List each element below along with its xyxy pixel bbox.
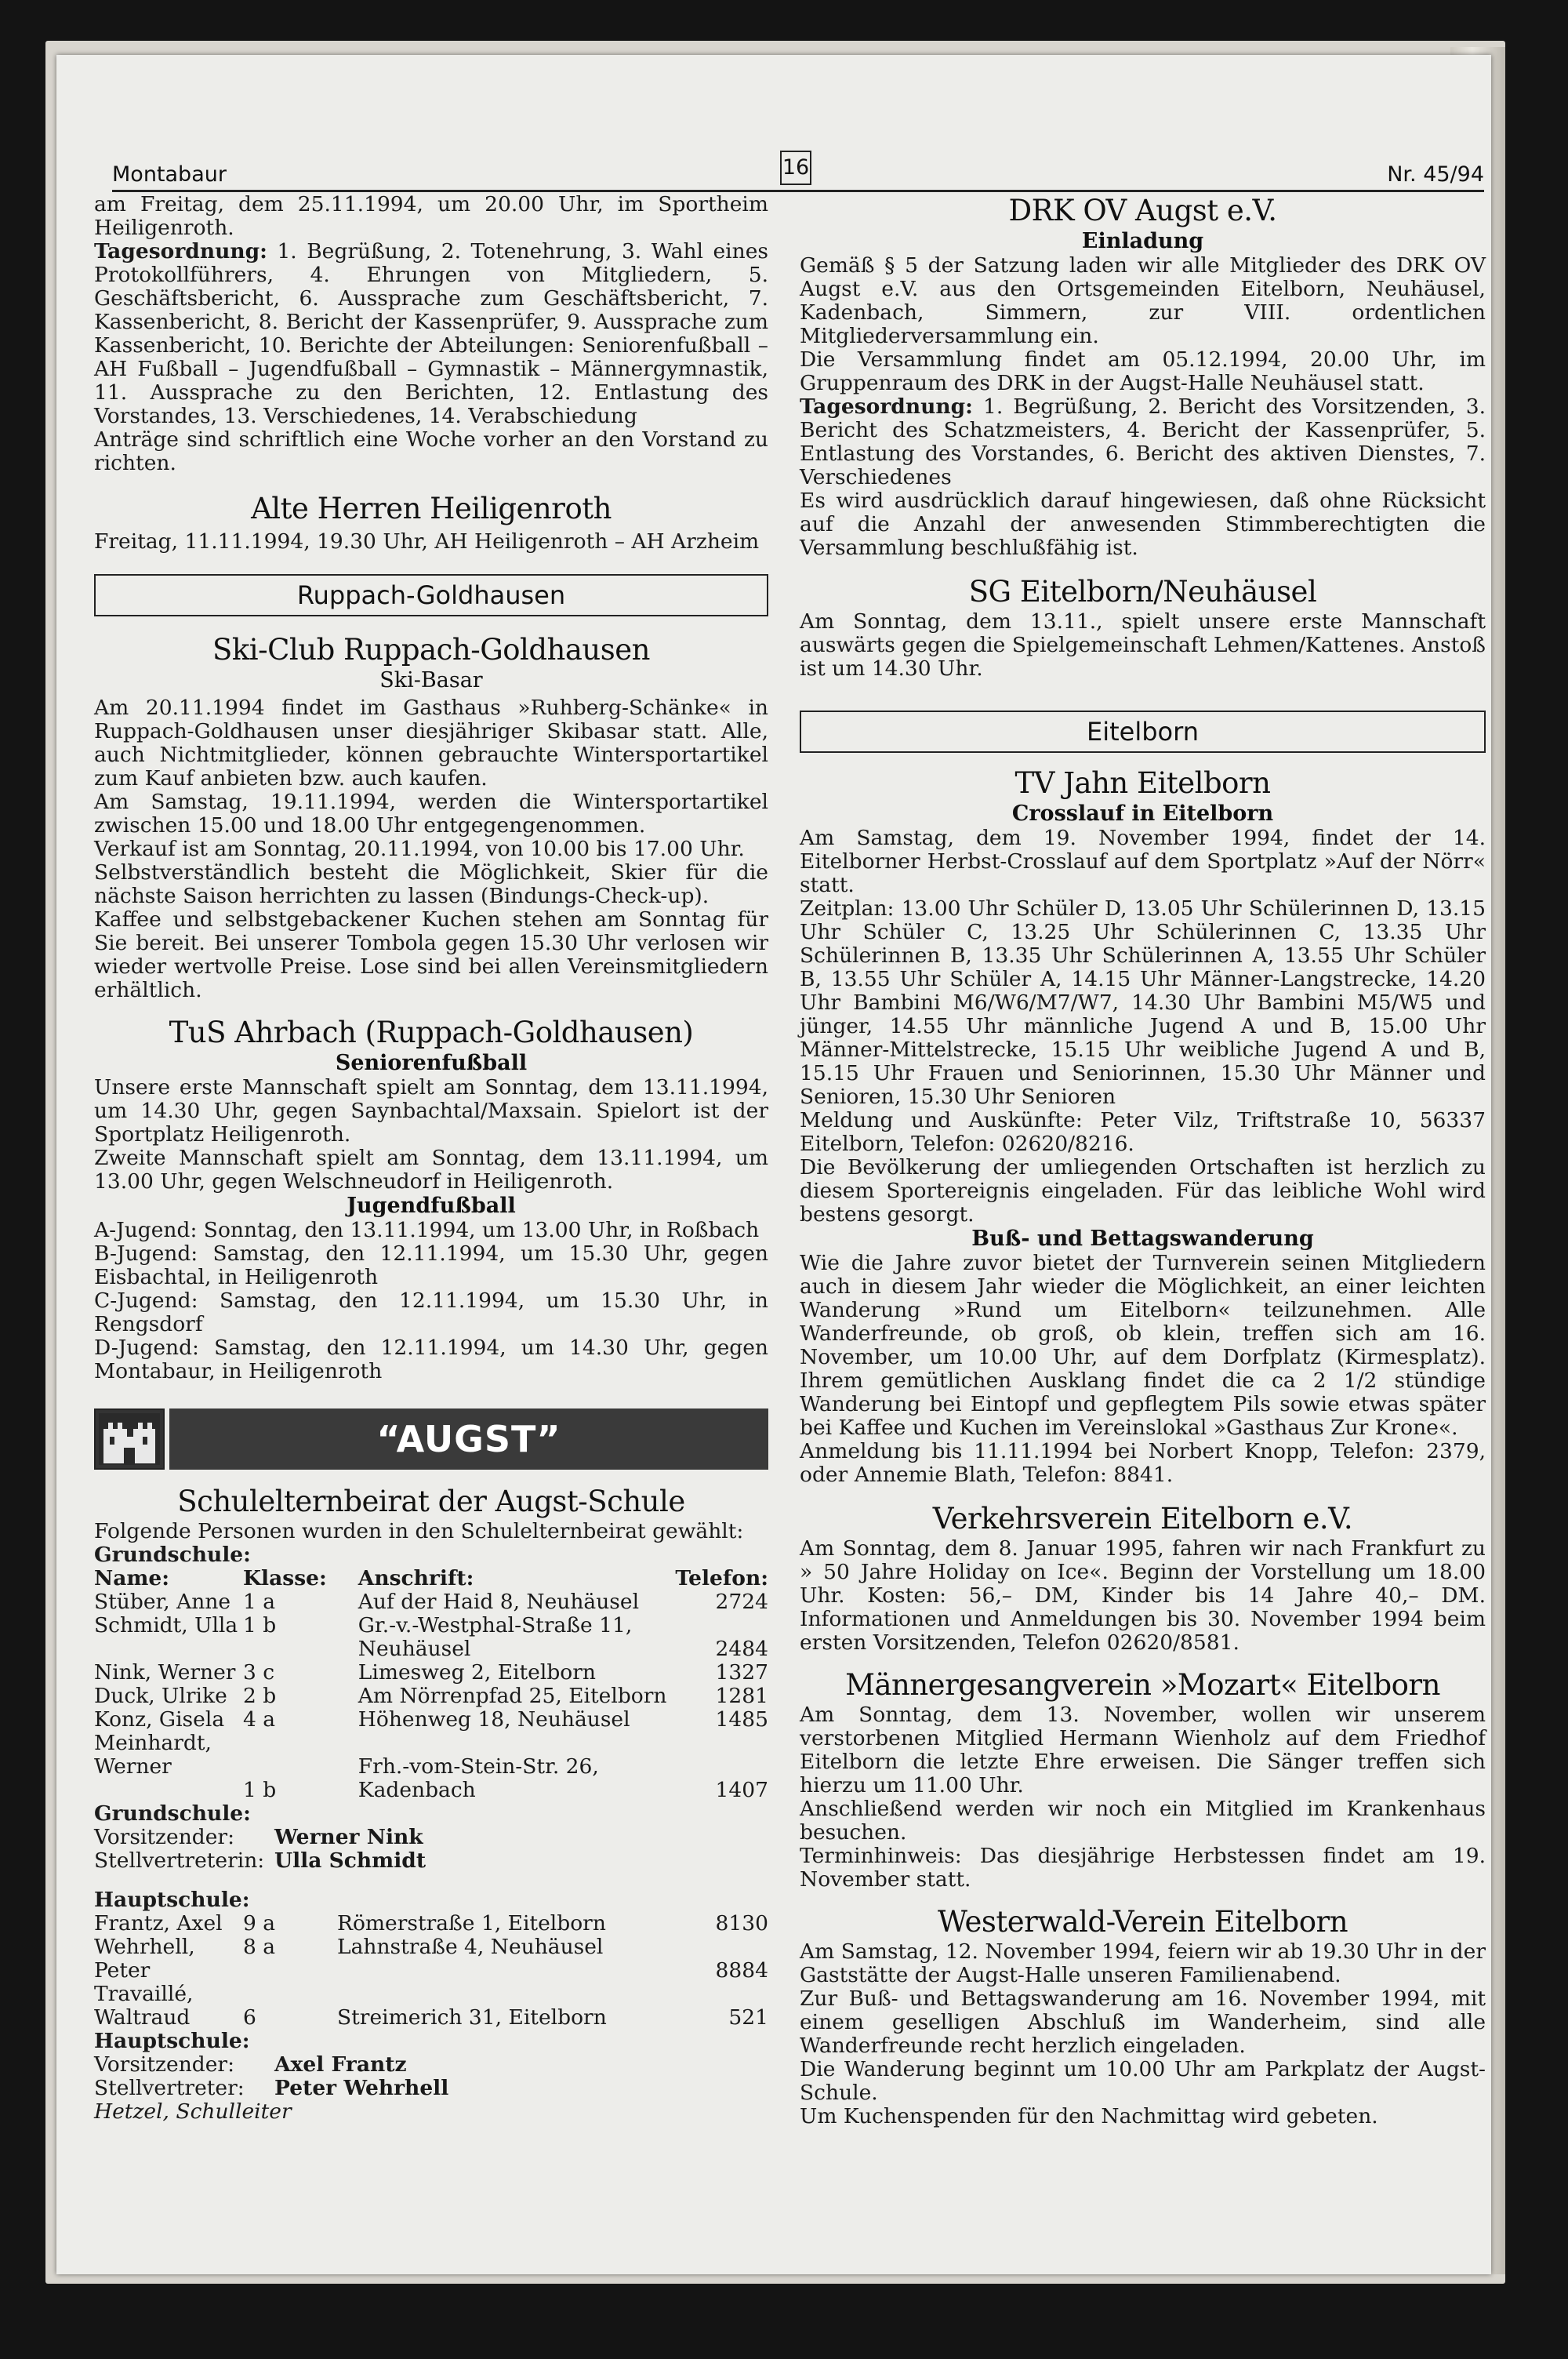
table-row [94,1708,768,1732]
stellvertreter-name: Peter Wehrhell [274,2076,449,2100]
drk-paragraph-2: Die Versammlung findet am 05.12.1994, 20.00 Uhr, im Gruppenraum des DRK in der Augst-Halle Neuhäusel statt. [800,347,1486,395]
roster-telefon: 1281 [715,1684,768,1708]
issue-number: Nr. 45/94 [1387,162,1484,187]
tv-paragraph-1: Am Samstag, dem 19. November 1994, findet der 14. Eitelborner Herbst-Crosslauf auf dem Sportplatz »Auf der Nörr« statt. [800,826,1486,897]
roster-anschrift: Auf der Haid 8, Neuhäusel [358,1590,640,1614]
drk-agenda [800,395,1486,489]
drk-title: DRK OV Augst e.V. [1008,194,1277,227]
grundschule-label-2: Grundschule: [94,1801,251,1826]
page-header [112,157,1484,192]
roster-anschrift: Limesweg 2, Eitelborn [358,1660,596,1685]
roster-telefon: 8884 [715,1958,768,1983]
roster-name: Nink, Werner [94,1660,236,1685]
roster-telefon: 2724 [715,1590,768,1614]
roster-klasse: 3 c [243,1660,275,1685]
signature: Hetzel, Schulleiter [94,2099,292,2124]
ski-club-title: Ski-Club Ruppach-Goldhausen [212,633,650,667]
agenda-text: 1. Begrüßung, 2. Totenehrung, 3. Wahl eines Protokollführers, 4. Ehrungen von Mitgliedern, 5. Geschäftsbericht, 6. Aussprache zum Geschäftsbericht, 7. Kassenbericht, 8. Bericht der Kassenprüfer, 9. Aussprache zum Kassenbericht, 10. Berichte der Abteilungen: Seniorenfußball – AH Fußball – Jugendfußball – Gymnastik – Männergymnastik, 11. Aussprache zu den Berichten, 12. Entlastung des Vorstandes, 13. Verschiedenes, 14. Verabschiedung [94,239,768,428]
drk-agenda-text: 1. Begrüßung, 2. Bericht des Vorsitzenden, 3. Bericht des Schatzmeisters, 4. Bericht der Kassenprüfer, 5. Entlastung des Vorstandes, 6. Bericht des aktiven Dienstes, 7. Verschiedenes [800,394,1486,489]
verkehrsverein-title: Verkehrsverein Eitelborn e.V. [932,1502,1353,1536]
ski-paragraph-3: Verkauf ist am Sonntag, 20.11.1994, von 10.00 bis 17.00 Uhr. [94,837,745,861]
roster-anschrift: Römerstraße 1, Eitelborn [337,1911,606,1936]
roster-name: Stüber, Anne [94,1590,231,1614]
sg-title: SG Eitelborn/Neuhäusel [968,575,1317,609]
tv-paragraph-3: Meldung und Auskünfte: Peter Vilz, Triftstraße 10, 56337 Eitelborn, Telefon: 02620/8216. [800,1108,1486,1156]
tus-senioren-subtitle: Seniorenfußball [335,1051,528,1075]
roster-anschrift: Höhenweg 18, Neuhäusel [358,1707,630,1732]
roster-name: Schmidt, Ulla [94,1613,238,1637]
roster-anschrift: Gr.-v.-Westphal-Straße 11, Neuhäusel [358,1613,633,1661]
alte-herren-title: Alte Herren Heiligenroth [251,492,612,525]
mgv-paragraph-3: Terminhinweis: Das diesjährige Herbstessen findet am 19. November statt. [800,1844,1486,1892]
drk-paragraph-3: Es wird ausdrücklich darauf hingewiesen, daß ohne Rücksicht auf die Anzahl der anwesenden Stimmberechtigten die Versammlung beschlußfähig ist. [800,489,1486,560]
roster-header [94,1567,768,1590]
drk-subtitle: Einladung [1081,229,1204,253]
castle-icon [94,1408,165,1470]
tus-a-jugend: A-Jugend: Sonntag, den 13.11.1994, um 13.00 Uhr, in Roßbach [94,1218,760,1242]
roster-header-name: Name: [94,1566,170,1590]
header-place: Montabaur [112,162,227,187]
tus-paragraph-1: Unsere erste Mannschaft spielt am Sonntag, dem 13.11.1994, um 14.30 Uhr, gegen Saynbachtal/Maxsain. Spielort ist der Sportplatz Heiligenroth. [94,1075,768,1147]
stellvertreter-label: Stellvertreter: [94,2076,245,2100]
roster-telefon: 1327 [715,1660,768,1685]
tus-c-jugend: C-Jugend: Samstag, den 12.11.1994, um 15.30 Uhr, in Rengsdorf [94,1289,768,1336]
roster-anschrift: Lahnstraße 4, Neuhäusel [337,1935,604,1959]
alte-herren-text: Freitag, 11.11.1994, 19.30 Uhr, AH Heiligenroth – AH Arzheim [94,529,760,554]
drk-agenda-label: Tagesordnung: [800,394,973,419]
table-row [94,1685,768,1708]
ski-paragraph-5: Kaffee und selbstgebackener Kuchen stehen am Sonntag für Sie bereit. Bei unserer Tombola gegen 15.30 Uhr verlosen wir wieder wertvolle Preise. Lose sind bei allen Vereinsmitgliedern erhältlich. [94,907,768,1002]
ski-basar-subtitle: Ski-Basar [379,668,483,692]
table-row [94,1912,768,1936]
roster-telefon: 8130 [715,1911,768,1936]
drk-paragraph-1: Gemäß § 5 der Satzung laden wir alle Mitglieder des DRK OV Augst e.V. aus den Ortsgemeinden Eitelborn, Neuhäusel, Kadenbach, Simmern, zur VIII. ordentlichen Mitgliederversammlung ein. [800,253,1486,348]
augst-banner [94,1408,768,1470]
grundschule-stellvertreter [94,1849,768,1873]
roster-anschrift: Frh.-vom-Stein-Str. 26, Kadenbach [358,1754,599,1802]
roster-header-klasse: Klasse: [243,1566,327,1590]
vorsitz-name: Axel Frantz [274,2052,407,2077]
section-box-eitelborn: Eitelborn [800,711,1486,753]
tv-zeitplan: Zeitplan: 13.00 Uhr Schüler D, 13.05 Uhr Schülerinnen D, 13.15 Uhr Schüler C, 13.25 Uhr Schülerinnen C, 13.35 Uhr Schülerinnen B, 13.35 Uhr Schülerinnen A, 13.55 Uhr Schüler B, 13.55 Uhr Schüler A, 14.15 Uhr Männer-Langstrecke, 14.20 Uhr Bambini M6/W6/M7/W7, 14.30 Uhr Bambini M5/W5 und jünger, 14.55 Uhr männliche Jugend A und B, 15.00 Uhr Männer-Mittelstrecke, 15.15 Uhr weibliche Jugend A und B, 15.15 Uhr Frauen und Seniorinnen, 15.30 Uhr Männer und Senioren, 15.30 Uhr Senioren [800,896,1486,1109]
roster-name: Meinhardt, Werner [94,1731,212,1779]
vorsitz-label: Vorsitzender: [94,1825,235,1849]
table-row [94,1661,768,1685]
table-row [94,1732,768,1802]
ski-paragraph-4: Selbstverständlich besteht die Möglichkeit, Skier für die nächste Saison herrichten zu lassen (Bindungs-Check-up). [94,860,768,908]
mgv-title: Männergesangverein »Mozart« Eitelborn [845,1668,1440,1702]
westerwald-paragraph-2: Zur Buß- und Bettagswanderung am 16. November 1994, mit einem geselligen Abschluß im Wanderheim, sind alle Wanderfreunde recht herzlich eingeladen. [800,1986,1486,2058]
tus-paragraph-2: Zweite Mannschaft spielt am Sonntag, dem 13.11.1994, um 13.00 Uhr, gegen Welschneudorf in Heiligenroth. [94,1146,768,1194]
roster-klasse: 9 a [243,1911,276,1936]
agenda-note: Anträge sind schriftlich eine Woche vorher an den Vorstand zu richten. [94,427,768,475]
roster-klasse: 2 b [243,1684,277,1708]
roster-header-telefon: Telefon: [675,1566,768,1590]
roster-klasse: 1 b [243,1613,277,1637]
hauptschule-label: Hauptschule: [94,1888,250,1912]
roster-anschrift: Am Nörrenpfad 25, Eitelborn [358,1684,667,1708]
ski-paragraph-1: Am 20.11.1994 findet im Gasthaus »Ruhberg-Schänke« in Ruppach-Goldhausen unser diesjähriger Skibasar statt. Alle, auch Nichtmitglieder, können gebrauchte Wintersportartikel zum Kauf anbieten bzw. auch kaufen. [94,696,768,791]
tv-jahn-title: TV Jahn Eitelborn [1014,766,1271,800]
ski-paragraph-2: Am Samstag, 19.11.1994, werden die Wintersportartikel zwischen 15.00 und 18.00 Uhr entgegengenommen. [94,790,768,838]
roster-name: Frantz, Axel [94,1911,223,1936]
tus-d-jugend: D-Jugend: Samstag, den 12.11.1994, um 14.30 Uhr, gegen Montabaur, in Heiligenroth [94,1336,768,1383]
left-column [94,193,768,2124]
section-box-ruppach: Ruppach-Goldhausen [94,574,768,616]
roster-name: Wehrhell, Peter [94,1935,195,1983]
schulelternbeirat-intro: Folgende Personen wurden in den Schulelternbeirat gewählt: [94,1519,744,1543]
hauptschule-vorsitz [94,2053,768,2077]
roster-klasse: 1 a [243,1590,276,1614]
right-column [800,193,1486,2128]
roster-name: Travaillé, Waltraud [94,1982,194,2030]
wanderung-subtitle: Buß- und Bettagswanderung [971,1227,1314,1251]
tv-paragraph-6: Anmeldung bis 11.11.1994 bei Norbert Knopp, Telefon: 2379, oder Annemie Blath, Telefon: 8841. [800,1439,1486,1487]
westerwald-paragraph-1: Am Samstag, 12. November 1994, feiern wir ab 19.30 Uhr in der Gaststätte der Augst-Halle unseren Familienabend. [800,1939,1486,1987]
roster-telefon: 521 [728,2005,768,2030]
roster-telefon: 2484 [715,1637,768,1661]
vorsitz-name: Werner Nink [274,1825,423,1849]
roster-telefon: 1407 [715,1778,768,1802]
westerwald-paragraph-4: Um Kuchenspenden für den Nachmittag wird gebeten. [800,2104,1378,2128]
roster-header-anschrift: Anschrift: [358,1566,474,1590]
roster-klasse: 8 a [243,1935,276,1959]
meeting-date: am Freitag, dem 25.11.1994, um 20.00 Uhr, im Sportheim Heiligenroth. [94,192,768,240]
grundschule-roster [94,1567,768,1802]
grundschule-label: Grundschule: [94,1543,251,1567]
agenda-label: Tagesordnung: [94,239,267,264]
tv-paragraph-5: Wie die Jahre zuvor bietet der Turnverein seinen Mitgliedern auch in diesem Jahr wieder die Möglichkeit, an einer leichten Wanderung »Rund um Eitelborn« teilzunehmen. Alle Wanderfreunde, ob groß, ob klein, treffen sich am 16. November, um 10.00 Uhr, auf dem Dorfplatz (Kirmesplatz). Ihrem gemütlichen Ausklang findet die ca 2 1/2 stündige Wanderung bei Eintopf und gepflegtem Pils sowie etwas später bei Kaffee und Kuchen im Vereinslokal »Gasthaus Zur Krone«. [800,1251,1486,1440]
grundschule-vorsitz [94,1826,768,1849]
hauptschule-label-2: Hauptschule: [94,2029,250,2053]
tus-b-jugend: B-Jugend: Samstag, den 12.11.1994, um 15.30 Uhr, gegen Eisbachtal, in Heiligenroth [94,1241,768,1289]
roster-telefon: 1485 [715,1707,768,1732]
roster-klasse: 1 b [243,1778,277,1802]
sg-paragraph: Am Sonntag, dem 13.11., spielt unsere erste Mannschaft auswärts gegen die Spielgemeinschaft Lehmen/Kattenes. Anstoß ist um 14.30 Uhr. [800,609,1486,681]
hauptschule-stellvertreter [94,2077,768,2100]
stellvertreter-name: Ulla Schmidt [274,1848,426,1873]
meeting-agenda [94,240,768,428]
roster-klasse: 4 a [243,1707,276,1732]
roster-klasse: 6 [243,2005,256,2030]
roster-name: Konz, Gisela [94,1707,225,1732]
stellvertreter-label: Stellvertreterin: [94,1848,265,1873]
tus-jugend-subtitle: Jugendfußball [347,1194,516,1218]
crosslauf-subtitle: Crosslauf in Eitelborn [1011,801,1274,826]
tus-title: TuS Ahrbach (Ruppach-Goldhausen) [169,1016,694,1049]
verkehrsverein-paragraph: Am Sonntag, dem 8. Januar 1995, fahren wir nach Frankfurt zu » 50 Jahre Holiday on Ice«. Beginn der Vorstellung um 18.00 Uhr. Kosten: 56,– DM, Kinder bis 14 Jahre 40,– DM. Informationen und Anmeldungen bis 30. November 1994 beim ersten Vorsitzenden, Telefon 02620/8581. [800,1536,1486,1655]
tv-paragraph-4: Die Bevölkerung der umliegenden Ortschaften ist herzlich zu diesem Sportereignis eingeladen. Für das leibliche Wohl wird bestens gesorgt. [800,1155,1486,1227]
mgv-paragraph-1: Am Sonntag, dem 13. November, wollen wir unserem verstorbenen Mitglied Hermann Wienholz auf dem Friedhof Eitelborn die letzte Ehre erweisen. Die Sänger treffen sich hierzu um 11.00 Uhr. [800,1703,1486,1797]
page-number: 16 [780,151,811,185]
roster-anschrift: Streimerich 31, Eitelborn [337,2005,607,2030]
augst-banner-title: “AUGST” [169,1408,768,1470]
mgv-paragraph-2: Anschließend werden wir noch ein Mitglied im Krankenhaus besuchen. [800,1797,1486,1845]
vorsitz-label: Vorsitzender: [94,2052,235,2077]
schulelternbeirat-title: Schulelternbeirat der Augst-Schule [177,1485,685,1518]
table-row [94,1936,768,1983]
westerwald-paragraph-3: Die Wanderung beginnt um 10.00 Uhr am Parkplatz der Augst-Schule. [800,2057,1486,2105]
westerwald-title: Westerwald-Verein Eitelborn [937,1905,1348,1939]
table-row [94,1614,768,1661]
roster-name: Duck, Ulrike [94,1684,227,1708]
table-row [94,1983,768,2030]
table-row [94,1590,768,1614]
hauptschule-roster [94,1912,768,2030]
